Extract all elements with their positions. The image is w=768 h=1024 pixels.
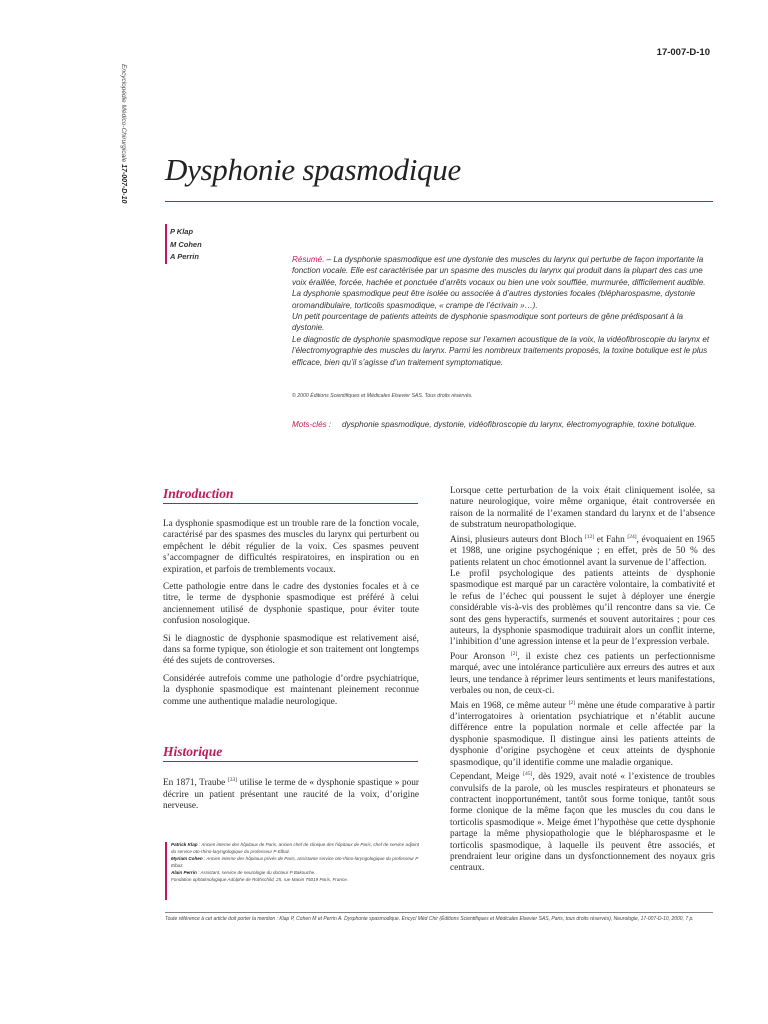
citation-ref: [12]	[584, 533, 595, 540]
section-heading-introduction: Introduction	[163, 486, 234, 501]
keywords	[292, 419, 717, 430]
text-run: En 1871, Traube	[163, 778, 228, 789]
author-name: M Cohen	[170, 239, 202, 249]
affiliation-name: Myriam Cohen	[171, 855, 203, 861]
section-heading-rule	[163, 761, 418, 762]
text-run: Mais en 1968, ce même auteur	[450, 700, 569, 711]
affiliation-name: Patrick Klap	[171, 842, 198, 847]
abstract-paragraph: Le diagnostic de dysphonie spasmodique repose sur l’examen acoustique de la voix, la vidéofibroscopie du larynx et l’électromyographie des muscles du larynx. Parmi les nombreux traitements proposés, la toxine botulique est le plus efficace, bien qu’il s’agisse d’un traitement symptomatique.	[292, 334, 710, 367]
citation-ref: [33]	[227, 777, 238, 783]
article-title: Dysphonie spasmodique	[165, 152, 461, 187]
title-rule	[165, 201, 713, 202]
right-column-body	[450, 486, 715, 875]
side-journal-name: Encyclopédie Médico-Chirurgicale	[120, 64, 127, 163]
text-run: et Fahn	[594, 534, 628, 545]
abstract-label: Résumé.	[292, 255, 325, 264]
paragraph: Considérée autrefois comme une pathologie d’ordre psychiatrique, la dysphonie spasmodique est maintenant pleinement reconnue comme une authentique maladie neurologique.	[163, 673, 419, 707]
abstract-text: – La dysphonie spasmodique est une dystonie des muscles du larynx qui perturbe de façon importante la fonction vocale. Elle est caractérisée par un spasme des muscles du larynx qui produit dans la plupart des cas une voix éraillée, forcée, hachée et ponctuée d’arrêts vocaux ou bien une voix soufflée, murmurée, difficilement audible.	[292, 255, 706, 287]
citation-note: Toute référence à cet article doit porter la mention : Klap P, Cohen M et Perrin A. Dysphonie spasmodique. Encycl Méd Chir (Éditions Scientifiques et Médicales Elsevier SAS, Paris, tous droits réservés), Neurologie, 17-007-D-10, 2000, 7 p.	[165, 916, 694, 922]
section-heading-historique: Historique	[163, 744, 223, 759]
text-run: Pour Aronson	[450, 651, 511, 662]
text-run: utilise le terme de « dysphonie spastique » pour décrire un patient présentant une raucité de la voix, d’origine nerveuse.	[163, 778, 419, 811]
affiliation	[171, 856, 425, 870]
paragraph	[450, 698, 715, 770]
authors-list	[170, 226, 202, 264]
author-affiliations	[165, 842, 425, 883]
side-article-code: 17-007-D-10	[120, 164, 127, 204]
citation-ref: [45]	[523, 771, 533, 778]
paragraph: Lorsque cette perturbation de la voix était cliniquement isolée, sa nature neurologique, voire même organique, était controversée en raison de la normalité de l’examen standard du larynx et de l’absence de substratum neuropathologique.	[450, 486, 715, 531]
author-name: P Klap	[170, 227, 194, 236]
copyright-notice: © 2000 Éditions Scientifiques et Médicales Elsevier SAS. Tous droits réservés.	[292, 393, 473, 399]
authors-accent-bar	[165, 224, 167, 264]
paragraph: Cette pathologie entre dans le cadre des dystonies focales et à ce titre, le terme de dysphonie spasmodique est préféré à celui anciennement utilisé de dysphonie spastique, pour éviter toute confusion nosologique.	[163, 582, 419, 627]
affiliation-text: : Ancien interne des hôpitaux de Paris, ancien chef de clinique des hôpitaux de Paris, chef de service adjoint du service oto-rhino-laryngologique du professeur P Elbaz.	[171, 842, 420, 854]
affiliation-address: Fondation ophtalmologique Adolphe de Rothschild, 25, rue Manin 75019 Paris, France.	[171, 876, 349, 882]
paragraph: Le profil psychologique des patients atteints de dysphonie spasmodique est marqué par un caractère volontaire, la combativité et le refus de l’échec qui poussent le sujet à déployer une énergie considérable vis-à-vis des problèmes qu’il rencontre dans sa vie. Ce sont des gens hyperactifs, surmenés et souvent autoritaires ; pour ces auteurs, la dysphonie spasmodique traduirait alors un conflit interne, l’inhibition d’une agression intense et la peur de l’expression verbale.	[450, 568, 715, 648]
paragraph	[450, 649, 715, 698]
affiliation-name: Alain Perrin	[171, 869, 197, 875]
introduction-body	[163, 519, 419, 714]
keywords-text: dysphonie spasmodique, dystonie, vidéofibroscopie du larynx, électromyographie, toxine botulique.	[342, 420, 697, 429]
abstract-paragraph: La dysphonie spasmodique peut être isolée ou associée à d’autres dystonies focales (blépharospasme, dystonie oromandibulaire, torticolis spasmodique, « crampe de l’écrivain »…).	[292, 289, 696, 310]
text-run: Cependant, Meige	[450, 772, 524, 783]
section-heading-rule	[163, 503, 418, 504]
citation-ref: [24]	[627, 533, 637, 540]
affiliation	[171, 842, 425, 856]
abstract	[292, 254, 717, 368]
affiliation-text: : Assistant, service de neurologie du docteur P Bakouche.	[196, 869, 316, 875]
citation-ref: [2]	[510, 650, 518, 657]
text-run: Ainsi, plusieurs auteurs dont Bloch	[450, 534, 585, 545]
article-reference: 17-007-D-10	[656, 47, 710, 58]
abstract-paragraph	[292, 254, 717, 288]
paragraph: La dysphonie spasmodique est un trouble rare de la fonction vocale, caractérisé par des spasmes des muscles du larynx qui perturbent ou empêchent le débit régulier de la voix. Ces spasmes peuvent s’accompagner de difficultés respiratoires, en inspiration ou en expiration, et parfois de tremblements vocaux.	[163, 519, 419, 575]
keywords-label: Mots-clés :	[292, 420, 332, 429]
text-run: , évoquaient en 1965 et 1988, une origine psychogénique ; en effet, près de 50 % des patients relatent un choc émotionnel avant la survenue de l’affection.	[450, 534, 716, 568]
footer-rule	[165, 912, 713, 913]
paragraph	[450, 769, 715, 875]
citation-ref: [2]	[568, 699, 575, 706]
side-running-header	[108, 64, 127, 284]
abstract-paragraph: Un petit pourcentage de patients atteints de dysphonie spasmodique sont porteurs de gêne prédisposant à la dystonie.	[292, 312, 684, 333]
paragraph: Si le diagnostic de dysphonie spasmodique est relativement aisé, dans sa forme typique, son étiologie et son traitement ont longtemps été des sujets de controverses.	[163, 633, 419, 667]
author-name: A Perrin	[170, 252, 199, 261]
paragraph	[163, 775, 419, 812]
text-run: , dès 1929, avait noté « l’existence de troubles convulsifs de la parole, où les muscles respirateurs et phonateurs se contractent inopportunément, tantôt sous forme tonique, tantôt sous forme clonique de la même façon que les muscles du cou dans le torticolis spasmodique ». Meige émet l’hypothèse que cette dysphonie partage la même physiopathologie que le blépharospasme et le torticolis spasmodique, à laquelle ils peuvent être associés, et prendraient leur origine dans un dysfonctionnement des noyaux gris centraux.	[450, 772, 715, 874]
affiliation	[171, 870, 425, 877]
affiliation-text: : Ancien interne des hôpitaux privés de Paris, assistante service oto-rhino-laryngologique du professeur P Elbaz.	[171, 855, 419, 868]
text-run: mène une étude comparative à partir d’interrogatoires à orientation psychiatrique et n’établit aucune différence entre la population normale et celle affectée par la dysphonie spasmodique. Il distingue ainsi les patients atteints de dysphonie d’origine psychogène et ceux atteints de dysphonie spasmodique, qu’il identifie comme une maladie organique.	[450, 700, 715, 768]
historique-body	[163, 775, 419, 818]
text-run: , il existe chez ces patients un perfectionnisme marqué, avec une intolérance particulière aux erreurs des autres et aux leurs, une tendance à réprimer leurs sentiments et leurs manifestations, verbales ou non, de ceux-ci.	[450, 651, 715, 697]
paragraph	[450, 532, 715, 569]
